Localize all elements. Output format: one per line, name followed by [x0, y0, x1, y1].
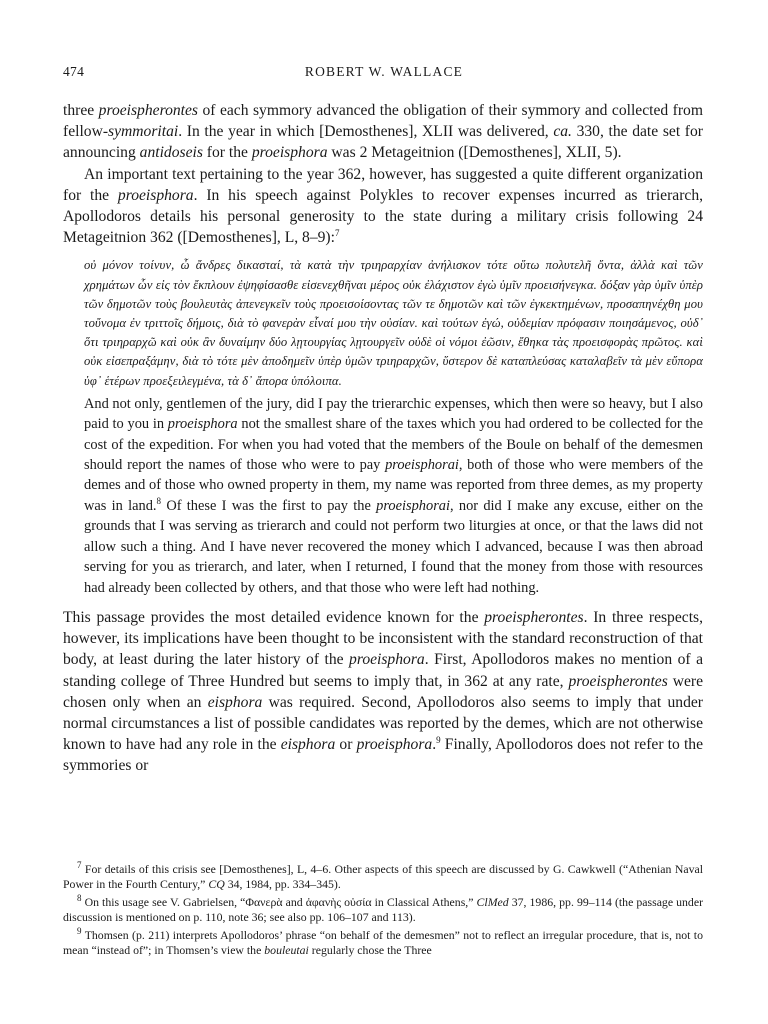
translation-block: And not only, gentlemen of the jury, did I pay the trierarchic expenses, which then were so heavy, but I also paid to you in proeisphora not the smallest share of the taxes which you had ordered to be collected for the cost of the expedition. For when you had voted that the members of the Boule on behalf of the demesmen should report the names of those who were to pay proeisphorai, both of those who were members of the demes and of those who owned property in them, my name was reported from three demes, as my property was in land.$^8$ Of these I was the first to pay the proeisphorai, nor did I make any excuse, either on the grounds that I was serving as trierarch and could not perform two liturgies at once, or that the laws did not allow such a thing. And I have never recovered the money which I advanced, because I was then abroad serving for you as trierarch, and later, when I returned, I found that the money from those with resources had already been collected by others, and that those who were left had nothing.: [84, 395, 704, 596]
footnote-ref-9[interactable]: 9: [436, 734, 441, 745]
main-text: [63, 100, 703, 777]
footnote-ref-8[interactable]: 8: [156, 496, 162, 507]
footnotes: [63, 862, 703, 960]
paragraph-3: This passage provides the most detailed evidence known for the proeispherontes. In three respects, however, its implications have been thought to be inconsistent with the standard reconstruction of that body, at least during the later history of the proeisphora. First, Apollodoros makes no mention of a standing college of Three Hundred but seems to imply that, in 362 at any rate, proeispherontes were chosen only when an eisphora was required. Second, Apollodoros also seems to imply that under normal circumstances a list of possible candidates was reported by the demes, which are not otherwise known to have had any role in the eisphora or proeisphora.$^9$ Finally, Apollodoros does not refer to the symmories or: [63, 608, 704, 775]
footnote-ref-7[interactable]: 7: [334, 228, 340, 239]
page-number: 474: [63, 64, 85, 79]
footnote-8: $^8$ On this usage see V. Gabrielsen, “Φανερὰ and ἀφανὴς οὐσία in Classical Athens,” ClMed 37, 1986, pp. 99–114 (the passage under discussion is mentioned on p. 110, note 36; see also pp. 106–107 and 113).: [63, 892, 703, 925]
paragraph-1: three proeispherontes of each symmory advanced the obligation of their symmory and collected from fellow-symmoritai. In the year in which [Demosthenes], XLII was delivered, ca. 330, the date set for announcing antidoseis for the proeisphora was 2 Metageitnion ([Demosthenes], XLII, 5).: [63, 102, 703, 162]
footnote-9: $^9$ Thomsen (p. 211) interprets Apollodoros’ phrase “on behalf of the demesmen” not to reflect an irregular procedure, that is, not to mean “instead of”; in Thomsen’s view the bouleutai regularly chose the Three: [63, 925, 703, 958]
running-head: ROBERT W. WALLACE: [304, 64, 464, 79]
paragraph-2: An important text pertaining to the year 362, however, has suggested a quite different organization for the proeisphora. In his speech against Polykles to recover expenses incurred as trierarch, Apollodoros details his personal generosity to the state during a military crisis following 24 Metageitnion 362 ([Demosthenes], L, 8–9):$^7$: [63, 165, 704, 247]
footnote-7: $^7$ For details of this crisis see [Demosthenes], L, 4–6. Other aspects of this speech are discussed by G. Cawkwell (“Athenian Naval Power in the Fourth Century,” CQ 34, 1984, pp. 334–345).: [63, 860, 703, 892]
greek-quotation: οὐ μόνον τοίνυν, ὦ ἄνδρες δικασταί, τὰ κατὰ τὴν τριηραρχίαν ἀνήλισκον τότε οὕτω πολυτελῆ ὄντα, ἀλλὰ καὶ τῶν χρημάτων ὧν εἰς τὸν ἔκπλουν ἐψηφίσασθε εἰσενεχθῆναι μέρος οὐκ ἐλάχιστον ἐγὼ ὑμῖν προεισήνεγκα. δόξαν γὰρ ὑμῖν ὑπὲρ τῶν δημοτῶν τοὺς βουλευτὰς ἀπενεγκεῖν τοὺς προεισοίσοντας τῶν τε δημοτῶν καὶ τῶν ἐγκεκτημένων, προσαπηνέχθη μου τοὔνομα ἐν τριττοῖς δήμοις, διὰ τὸ φανερὰν εἶναί μου τὴν οὐσίαν. καὶ τούτων ἐγώ, οὐδεμίαν πρόφασιν ποιησάμενος, οὐδ᾽ ὅτι τριηραρχῶ καὶ οὐκ ἂν δυναίμην δύο λῃτουργίας λῃτουργεῖν οὐδὲ οἱ νόμοι ἐῶσιν, ἔθηκα τὰς προεισφορὰς πρῶτος. καὶ οὐκ εἰσεπραξάμην, διὰ τὸ τότε μὲν ἀποδημεῖν ὑπὲρ ὑμῶν τριηραρχῶν, ὕστερον δὲ καταπλεύσας καταλαβεῖν τὰ μὲν εὔπορα ὑφ᾽ ἑτέρων προεξειλεγμένα, τὰ δ᾽ ἄπορα ὑπόλοιπα.: [84, 258, 703, 388]
